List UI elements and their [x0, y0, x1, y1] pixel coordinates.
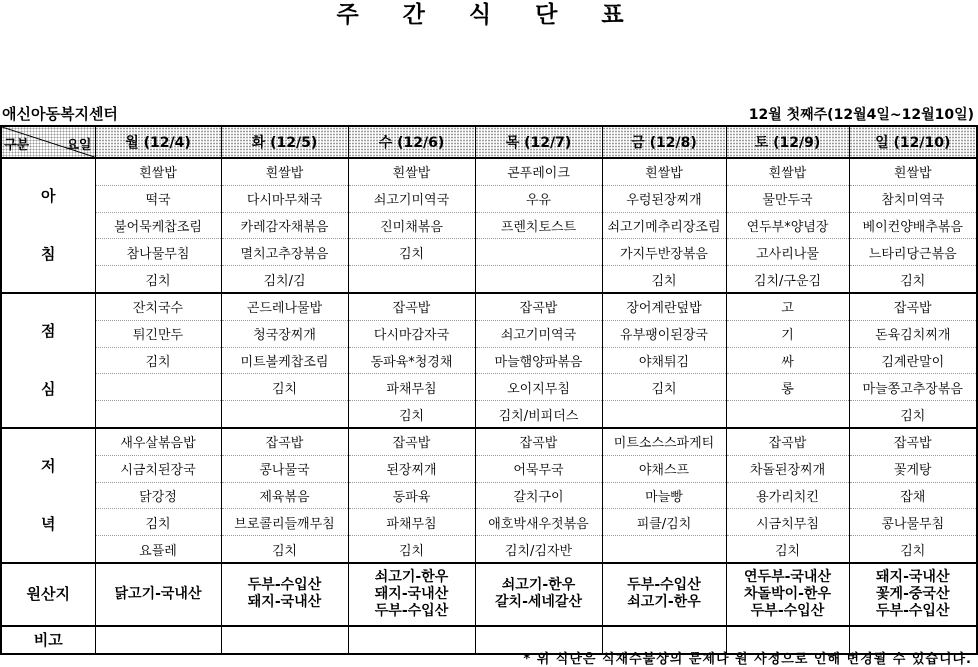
- menu-cell: 피클/김치: [602, 509, 726, 536]
- meal-label: [1, 428, 95, 563]
- menu-cell: 잔치국수: [95, 293, 221, 320]
- origin-line: 갈치-세네갈산: [495, 594, 582, 611]
- menu-cell: 롱: [726, 374, 849, 401]
- menu-cell: [95, 374, 221, 401]
- menu-cell: 야채스프: [602, 455, 726, 482]
- menu-cell: [475, 239, 602, 266]
- menu-row: [1, 509, 977, 536]
- menu-cell: 시금치된장국: [95, 455, 221, 482]
- origin-cell: [221, 563, 348, 626]
- menu-cell: 콘푸레이크: [475, 158, 602, 185]
- menu-cell: 잡곡밥: [726, 428, 849, 455]
- menu-cell: 꽃게탕: [849, 455, 977, 482]
- note-cell: [348, 626, 475, 654]
- menu-cell: 흰쌀밥: [95, 158, 221, 185]
- menu-cell: [726, 401, 849, 428]
- menu-cell: 유부팽이된장국: [602, 320, 726, 347]
- menu-cell: 닭강정: [95, 482, 221, 509]
- menu-cell: 파채무침: [348, 374, 475, 401]
- menu-cell: 애호박새우젓볶음: [475, 509, 602, 536]
- menu-cell: 김계란말이: [849, 347, 977, 374]
- menu-cell: 김치/구운김: [726, 266, 849, 293]
- menu-cell: 마늘쫑고추장볶음: [849, 374, 977, 401]
- menu-cell: 오이지무침: [475, 374, 602, 401]
- menu-row: [1, 293, 977, 320]
- menu-cell: 어묵무국: [475, 455, 602, 482]
- meal-label-char: 아: [41, 187, 56, 206]
- menu-cell: 김치: [95, 509, 221, 536]
- day-header: 목 (12/7): [475, 126, 602, 158]
- menu-cell: [221, 401, 348, 428]
- menu-cell: 곤드레나물밥: [221, 293, 348, 320]
- meal-label-char: 심: [41, 380, 56, 399]
- origin-line: 두부-수입산: [374, 602, 449, 619]
- menu-cell: 브로콜리들깨무침: [221, 509, 348, 536]
- menu-cell: 불어묵케찹조림: [95, 212, 221, 239]
- menu-cell: 돈육김치찌개: [849, 320, 977, 347]
- menu-cell: 잡채: [849, 482, 977, 509]
- origin-line: 쇠고기-한우: [627, 594, 701, 611]
- origin-line: 두부-수입산: [627, 577, 701, 594]
- day-header: 화 (12/5): [221, 126, 348, 158]
- corner-label-category: 구분: [4, 138, 30, 153]
- origin-row: [1, 563, 977, 626]
- note-label: 비고: [1, 626, 95, 654]
- menu-cell: 잡곡밥: [348, 428, 475, 455]
- menu-row: [1, 239, 977, 266]
- menu-cell: 파채무침: [348, 509, 475, 536]
- meal-label-char: 녁: [41, 515, 56, 534]
- corner-label-day: 요일: [66, 138, 92, 153]
- menu-cell: [602, 536, 726, 563]
- origin-cell: [475, 563, 602, 626]
- menu-cell: 연두부*양념장: [726, 212, 849, 239]
- menu-row: [1, 455, 977, 482]
- origin-line: 두부-수입산: [876, 602, 950, 619]
- menu-cell: 다시마무채국: [221, 185, 348, 212]
- menu-cell: 마늘햄양파볶음: [475, 347, 602, 374]
- menu-cell: [348, 266, 475, 293]
- menu-cell: 튀긴만두: [95, 320, 221, 347]
- menu-row: [1, 158, 977, 185]
- menu-cell: 제육볶음: [221, 482, 348, 509]
- menu-cell: [475, 266, 602, 293]
- menu-cell: [95, 401, 221, 428]
- menu-cell: 물만두국: [726, 185, 849, 212]
- menu-cell: 김치: [95, 266, 221, 293]
- origin-line: 꽃게-중국산: [876, 585, 950, 602]
- week-label: 12월 첫째주(12월4일~12월10일): [748, 107, 974, 123]
- menu-cell: 흰쌀밥: [849, 158, 977, 185]
- menu-cell: 싸: [726, 347, 849, 374]
- menu-cell: 갈치구이: [475, 482, 602, 509]
- menu-cell: 기: [726, 320, 849, 347]
- origin-cell: [726, 563, 849, 626]
- menu-cell: 잡곡밥: [221, 428, 348, 455]
- menu-row: [1, 428, 977, 455]
- origin-cell: [849, 563, 977, 626]
- note-cell: [95, 626, 221, 654]
- meal-label-char: 침: [41, 245, 56, 264]
- menu-cell: 김치: [849, 536, 977, 563]
- meal-label: [1, 158, 95, 293]
- menu-cell: 시금치무침: [726, 509, 849, 536]
- menu-row: [1, 266, 977, 293]
- menu-cell: 김치/김: [221, 266, 348, 293]
- menu-row: [1, 212, 977, 239]
- origin-line: 닭고기-국내산: [114, 585, 202, 602]
- menu-cell: 요플레: [95, 536, 221, 563]
- center-name: 애신아동복지센터: [2, 105, 118, 123]
- menu-cell: 김치: [849, 266, 977, 293]
- menu-cell: 떡국: [95, 185, 221, 212]
- menu-row: [1, 401, 977, 428]
- menu-row: [1, 482, 977, 509]
- origin-cell: [348, 563, 475, 626]
- menu-cell: 김치: [348, 536, 475, 563]
- menu-cell: 흰쌀밥: [726, 158, 849, 185]
- menu-cell: 동파육*청경채: [348, 347, 475, 374]
- day-header: 수 (12/6): [348, 126, 475, 158]
- footnote: * 위 식단은 식재수불상의 문제나 원 사정으로 인해 변경될 수 있습니다.: [523, 652, 972, 667]
- menu-cell: 콩나물무침: [849, 509, 977, 536]
- menu-cell: 김치: [221, 536, 348, 563]
- note-cell: [221, 626, 348, 654]
- origin-cell: [95, 563, 221, 626]
- day-header: 금 (12/8): [602, 126, 726, 158]
- menu-cell: 프렌치토스트: [475, 212, 602, 239]
- menu-cell: 용가리치킨: [726, 482, 849, 509]
- menu-cell: 흰쌀밥: [602, 158, 726, 185]
- menu-cell: 잡곡밥: [348, 293, 475, 320]
- menu-cell: 차돌된장찌개: [726, 455, 849, 482]
- menu-cell: 김치/김자반: [475, 536, 602, 563]
- origin-line: 차돌박이-한우: [744, 585, 831, 602]
- menu-cell: 멸치고추장볶음: [221, 239, 348, 266]
- origin-line: 쇠고기-한우: [374, 568, 449, 585]
- day-header: 월 (12/4): [95, 126, 221, 158]
- menu-cell: 된장찌개: [348, 455, 475, 482]
- day-header: 일 (12/10): [849, 126, 977, 158]
- menu-cell: 김치: [348, 401, 475, 428]
- menu-cell: [602, 401, 726, 428]
- menu-cell: 우렁된장찌개: [602, 185, 726, 212]
- menu-cell: 진미채볶음: [348, 212, 475, 239]
- day-header: 토 (12/9): [726, 126, 849, 158]
- corner-header: [1, 126, 95, 158]
- menu-cell: 김치: [726, 536, 849, 563]
- menu-cell: 카레감자채볶음: [221, 212, 348, 239]
- menu-cell: 김치: [849, 401, 977, 428]
- menu-cell: 잡곡밥: [849, 428, 977, 455]
- menu-row: [1, 374, 977, 401]
- menu-cell: 김치: [602, 374, 726, 401]
- origin-label: 원산지: [1, 563, 95, 626]
- menu-cell: 베이컨양배추볶음: [849, 212, 977, 239]
- menu-cell: 청국장찌개: [221, 320, 348, 347]
- menu-cell: 가지두반장볶음: [602, 239, 726, 266]
- menu-row: [1, 185, 977, 212]
- origin-line: 연두부-국내산: [744, 568, 831, 585]
- origin-line: 돼지-국내산: [374, 585, 449, 602]
- menu-cell: 쇠고기메추리장조림: [602, 212, 726, 239]
- menu-cell: 잡곡밥: [475, 293, 602, 320]
- origin-line: 쇠고기-한우: [501, 577, 576, 594]
- meal-label-char: 점: [41, 322, 56, 341]
- menu-cell: 고: [726, 293, 849, 320]
- menu-cell: 장어계란덮밥: [602, 293, 726, 320]
- menu-cell: 마늘빵: [602, 482, 726, 509]
- menu-row: [1, 347, 977, 374]
- menu-cell: 쇠고기미역국: [348, 185, 475, 212]
- origin-cell: [602, 563, 726, 626]
- menu-cell: 느타리당근볶음: [849, 239, 977, 266]
- menu-cell: 참나물무침: [95, 239, 221, 266]
- origin-line: 두부-수입산: [750, 602, 825, 619]
- meal-label-char: 저: [41, 457, 56, 476]
- menu-cell: 동파육: [348, 482, 475, 509]
- menu-row: [1, 320, 977, 347]
- menu-cell: 잡곡밥: [475, 428, 602, 455]
- origin-line: 두부-수입산: [247, 577, 322, 594]
- menu-cell: 흰쌀밥: [221, 158, 348, 185]
- menu-cell: 미트볼케찹조림: [221, 347, 348, 374]
- menu-cell: 새우살볶음밥: [95, 428, 221, 455]
- menu-cell: 참치미역국: [849, 185, 977, 212]
- menu-cell: 다시마감자국: [348, 320, 475, 347]
- origin-line: 돼지-국내산: [247, 594, 322, 611]
- menu-cell: 흰쌀밥: [348, 158, 475, 185]
- menu-cell: 콩나물국: [221, 455, 348, 482]
- weekly-menu-table: [0, 125, 978, 655]
- menu-cell: 잡곡밥: [849, 293, 977, 320]
- menu-cell: 김치: [221, 374, 348, 401]
- menu-cell: 김치: [348, 239, 475, 266]
- menu-row: [1, 536, 977, 563]
- menu-cell: 김치/비피더스: [475, 401, 602, 428]
- menu-cell: 김치: [602, 266, 726, 293]
- menu-cell: 우유: [475, 185, 602, 212]
- origin-line: 돼지-국내산: [876, 568, 950, 585]
- menu-cell: 미트소스스파게티: [602, 428, 726, 455]
- menu-cell: 고사리나물: [726, 239, 849, 266]
- meal-label: [1, 293, 95, 428]
- menu-cell: 야채튀김: [602, 347, 726, 374]
- page-title: 주 간 식 단 표: [336, 2, 642, 28]
- menu-cell: 김치: [95, 347, 221, 374]
- menu-cell: 쇠고기미역국: [475, 320, 602, 347]
